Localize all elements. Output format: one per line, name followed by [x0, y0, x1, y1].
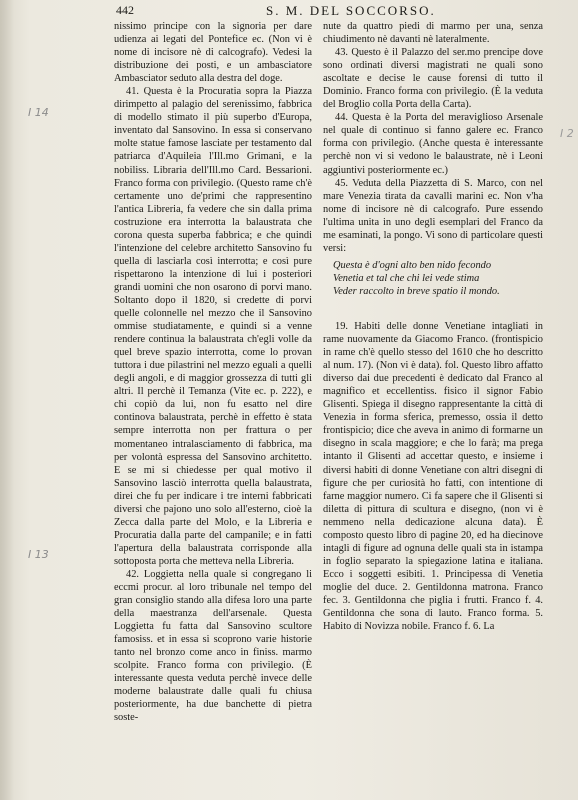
paragraph: 19. Habiti delle donne Venetiane intagliati in rame nuovamente da Giacomo Franco. (frontispicio in rame ch'è quello stesso del 1610 che ho descritto al num. 17). (Non vi è data). fol. Questo libro affatto diverso dai due precedenti è dedicato dal Franco al magnifico et eccellentiss. fisico il signor Fabio Glisenti. Spiega il disegno rappresentante la città di Venezia in forma sferica, premesso, ossia il detto frontispicio; dice che aveva in animo di formarne un disegno in scala maggiore; e che lo farà; ma prega intanto il Glisenti ad accettar questo, e insieme i diversi habiti di donne Venetiane con altri disegni di figure che per curiosità ho fatti, con intentione di farne maggior numero. Ci fa sapere che il Glisenti si diletta di pittura di scultura e disegno, (non vi è nemmeno nella dedicazione alcuna data). È composto questo libro di pagine 20, ed ha diecinove intagli di figure ad ognuna delle quali sta in istampa in foglio separato la spiegazione latina e italiana. Ecco i soggetti esibiti. 1. Principessa di Venetia moglie del duce. 2. Gentildonna matrona. Franco fec. 3. Gentildonna che piglia i frutti. Franco f. 4. Gentildonna che sona di lauto. Franco forma. 5. Habito di Novizza nobile. Franco f. 6. La	[323, 320, 543, 633]
page-binding-shadow	[0, 0, 14, 800]
paragraph: 41. Questa è la Procuratia sopra la Piazza dirimpetto al palagio del serenissimo, fabbrica di modello stimato il più superbo d'Europa, inventato dal Sansovino. In essa si conservano molte statue famose lasciate per testamento dal patriarca d'Aquileia l'Ill.mo Grimani, e la nobiliss. Libraria dell'Ill.mo Card. Bessarioni. Franco forma con privilegio. (Questo rame ch'è certamente uno de'primi che rappresentino l'antica Libreria, fa vedere che sin dalla prima costruzione era interrotta la balaustrata che corona questa superba fabbrica; e che quindi l'intenzione del celebre architetto Sansovino fu quella di lasciarla così interrotta; e così pure rispettarono la intenzione di lui i posteriori grandi uomini che non osarono di porvi mano. Soltanto dopo il 1820, si credette di porvi quelle colonnelle nel mezzo che il Sansovino ommise studiatamente, e quindi si a venne rendere continua la balaustrata ch'egli volle da quel breve spazio interrotta, come lo provan tuttora i due pilastrini nel mezzo eguali a quelli degli angoli, e di maggior grossezza di tutti gli altri. Il perchè il Temanza (Vite ec. p. 222), e chi copiò da lui, non fu esatto nel dire continova balaustrata, perchè in effetto è stata sempre interrotta non per frattura o per momentaneo intralasciamento di fabbrica, ma per volontà espressa del Sansovino architetto. E se mi si chiedesse per qual motivo il Sansovino lasciò interrotta quella balaustrata, direi che fu per indicare i tre interni fabbricati diversi che pajono uno solo all'esterno, cioè la Zecca dalla parte del Molo, e la Libreria e Procuratia dalla parte del campanile; e in fatti l'apertura della balaustrata corrisponde alla sottoposta porta che metteva nella Libreria.	[114, 86, 312, 567]
margin-note: I 2	[560, 127, 574, 140]
margin-note: I 13	[28, 548, 49, 561]
right-column	[323, 20, 543, 633]
paragraph: nissimo principe con la signoria per dare udienza ai legati del Pontefice ec. (Non vi è nome di incisore nè di calcografo). Vedesi la distribuzione dei posti, e un ambasciatore Ambasciator seduto alla destra del doge.	[114, 21, 312, 85]
paragraph: nute da quattro piedi di marmo per una, senza chiudimento nè davanti nè lateralmente.	[323, 21, 543, 46]
running-header	[116, 3, 544, 19]
running-title: S. M. DEL SOCCORSO.	[266, 3, 436, 18]
page-number: 442	[116, 3, 134, 17]
paragraph: 44. Questa è la Porta del meraviglioso Arsenale nel quale di continuo si fanno galere ec. Franco forma con privilegio. (Anche questa è interessante perchè non vi si vedono le balaustrate, nè i Leoni aggiuntivi posteriormente ec.)	[323, 112, 543, 176]
left-column	[114, 20, 312, 725]
verse-line: Venetia et tal che chi lei vede stima	[333, 272, 480, 284]
paragraph: 42. Loggietta nella quale si congregano li eccmi procur. al loro tribunale nel tempo del gran consiglio stando alla difesa loro una parte della maestranza dell'arsenale. Questa Loggietta fu fatta dal Sansovino scultore famosiss. et in essa si scoprono varie historie tanto nel bronzo come anco in finiss. marmo scolpite. Franco forma con privilegio. (È interessante questa veduta perchè invece delle moderne balaustrate dalle quali fu chiusa posteriormente, ha due banchette di pietra soste-	[114, 568, 312, 724]
section-gap	[323, 298, 543, 320]
verse-line: Questa è d'ogni alto ben nido fecondo	[333, 259, 492, 271]
paragraph: 45. Veduta della Piazzetta di S. Marco, con nel mare Venezia tirata da cavalli marini ec. Non v'ha nome di incisore nè di calcografo. Pure essendo l'ultima unita in uno degli esemplari del Franco da me esaminati, la pongo. Vi sono di particolare questi versi:	[323, 177, 543, 254]
margin-note: I 14	[28, 106, 49, 119]
paragraph: 43. Questo è il Palazzo del ser.mo prencipe dove sono ordinati diversi magistrati ne quali sono ascoltate e decise le cause forensi di tutto il Dominio. Franco forma con privilegio. (È la veduta del Broglio colla Porta della Carta).	[323, 47, 543, 111]
verse-line: Veder raccolto in breve spatio il mondo.	[333, 285, 500, 297]
